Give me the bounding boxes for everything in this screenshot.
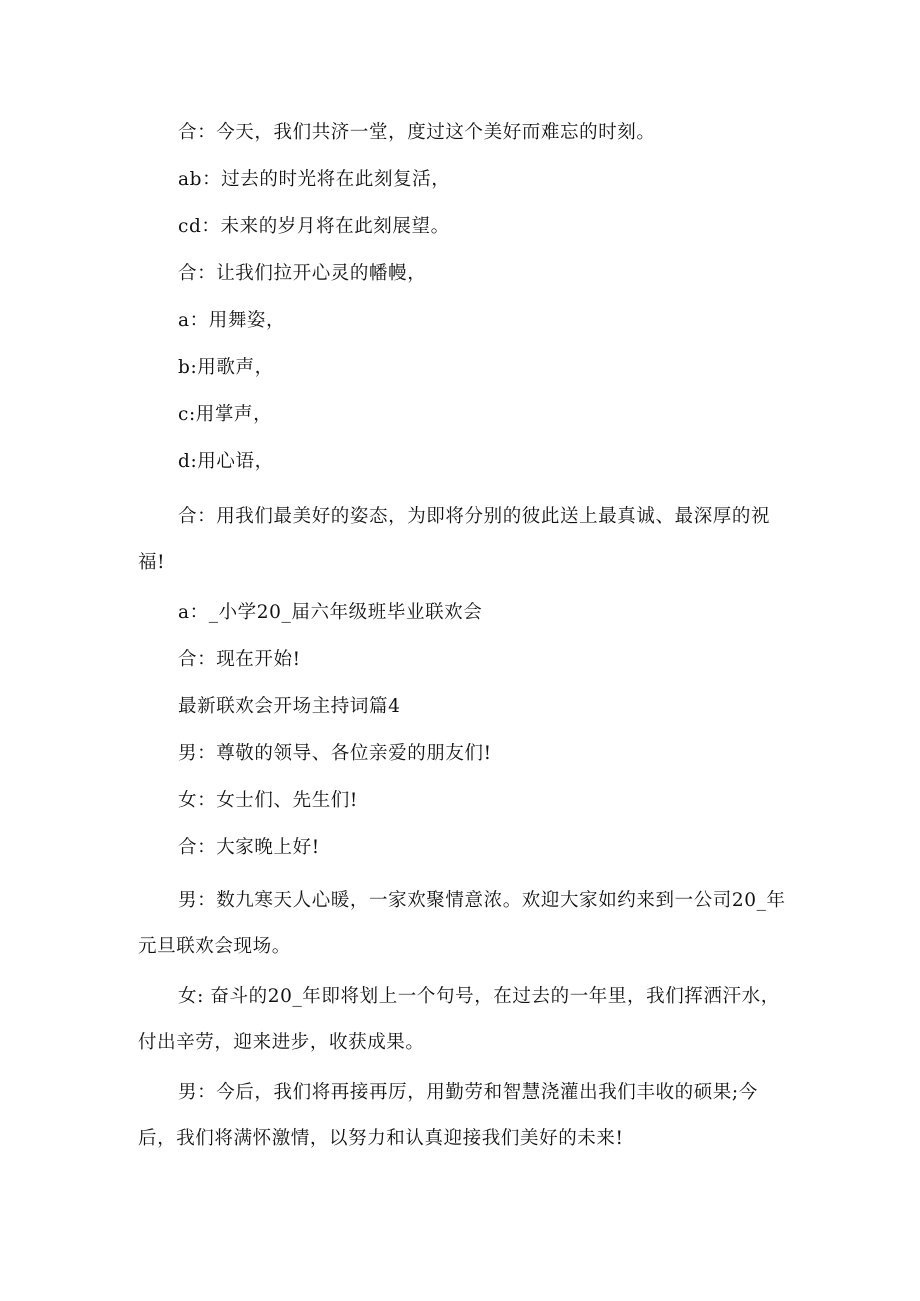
paragraph-ab-line: ab：过去的时光将在此刻复活， [178,169,451,190]
paragraph-chorus-opening: 合：今天，我们共济一堂，度过这个美好而难忘的时刻。 [178,122,656,143]
paragraph-male-greeting: 男：尊敬的领导、各位亲爱的朋友们! [178,743,492,764]
paragraph-cd-line: cd：未来的岁月将在此刻展望。 [178,216,450,237]
paragraph-male-welcome: 男：数九寒天人心暖，一家欢聚情意浓。欢迎大家如约来到一公司20_年元旦联欢会现场。 [138,890,786,957]
section-heading: 最新联欢会开场主持词篇4 [178,696,401,717]
paragraph-a-event-name: a：_小学20_届六年级班毕业联欢会 [178,602,483,623]
paragraph-male-future: 男：今后，我们将再接再厉，用勤劳和智慧浇灌出我们丰收的硕果;今后，我们将满怀激情，以努力和认真迎接我们美好的未来! [138,1082,758,1149]
paragraph-chorus-curtain: 合：让我们拉开心灵的幡幔， [178,263,427,284]
paragraph-b-song: b:用歌声， [178,357,274,378]
paragraph-chorus-greeting: 合：大家晚上好! [178,837,320,858]
paragraph-d-heart: d:用心语， [178,451,274,472]
paragraph-c-applause: c:用掌声， [178,404,273,425]
paragraph-chorus-blessing: 合：用我们最美好的姿态，为即将分别的彼此送上最真诚、最深厚的祝福! [138,506,771,573]
paragraph-chorus-start: 合：现在开始! [178,649,301,670]
paragraph-female-greeting: 女：女士们、先生们! [178,790,358,811]
paragraph-a-dance: a：用舞姿， [178,310,286,331]
paragraph-female-review: 女: 奋斗的20_年即将划上一个句号，在过去的一年里，我们挥洒汗水，付出辛劳，迎来进步，收获成果。 [138,986,780,1053]
